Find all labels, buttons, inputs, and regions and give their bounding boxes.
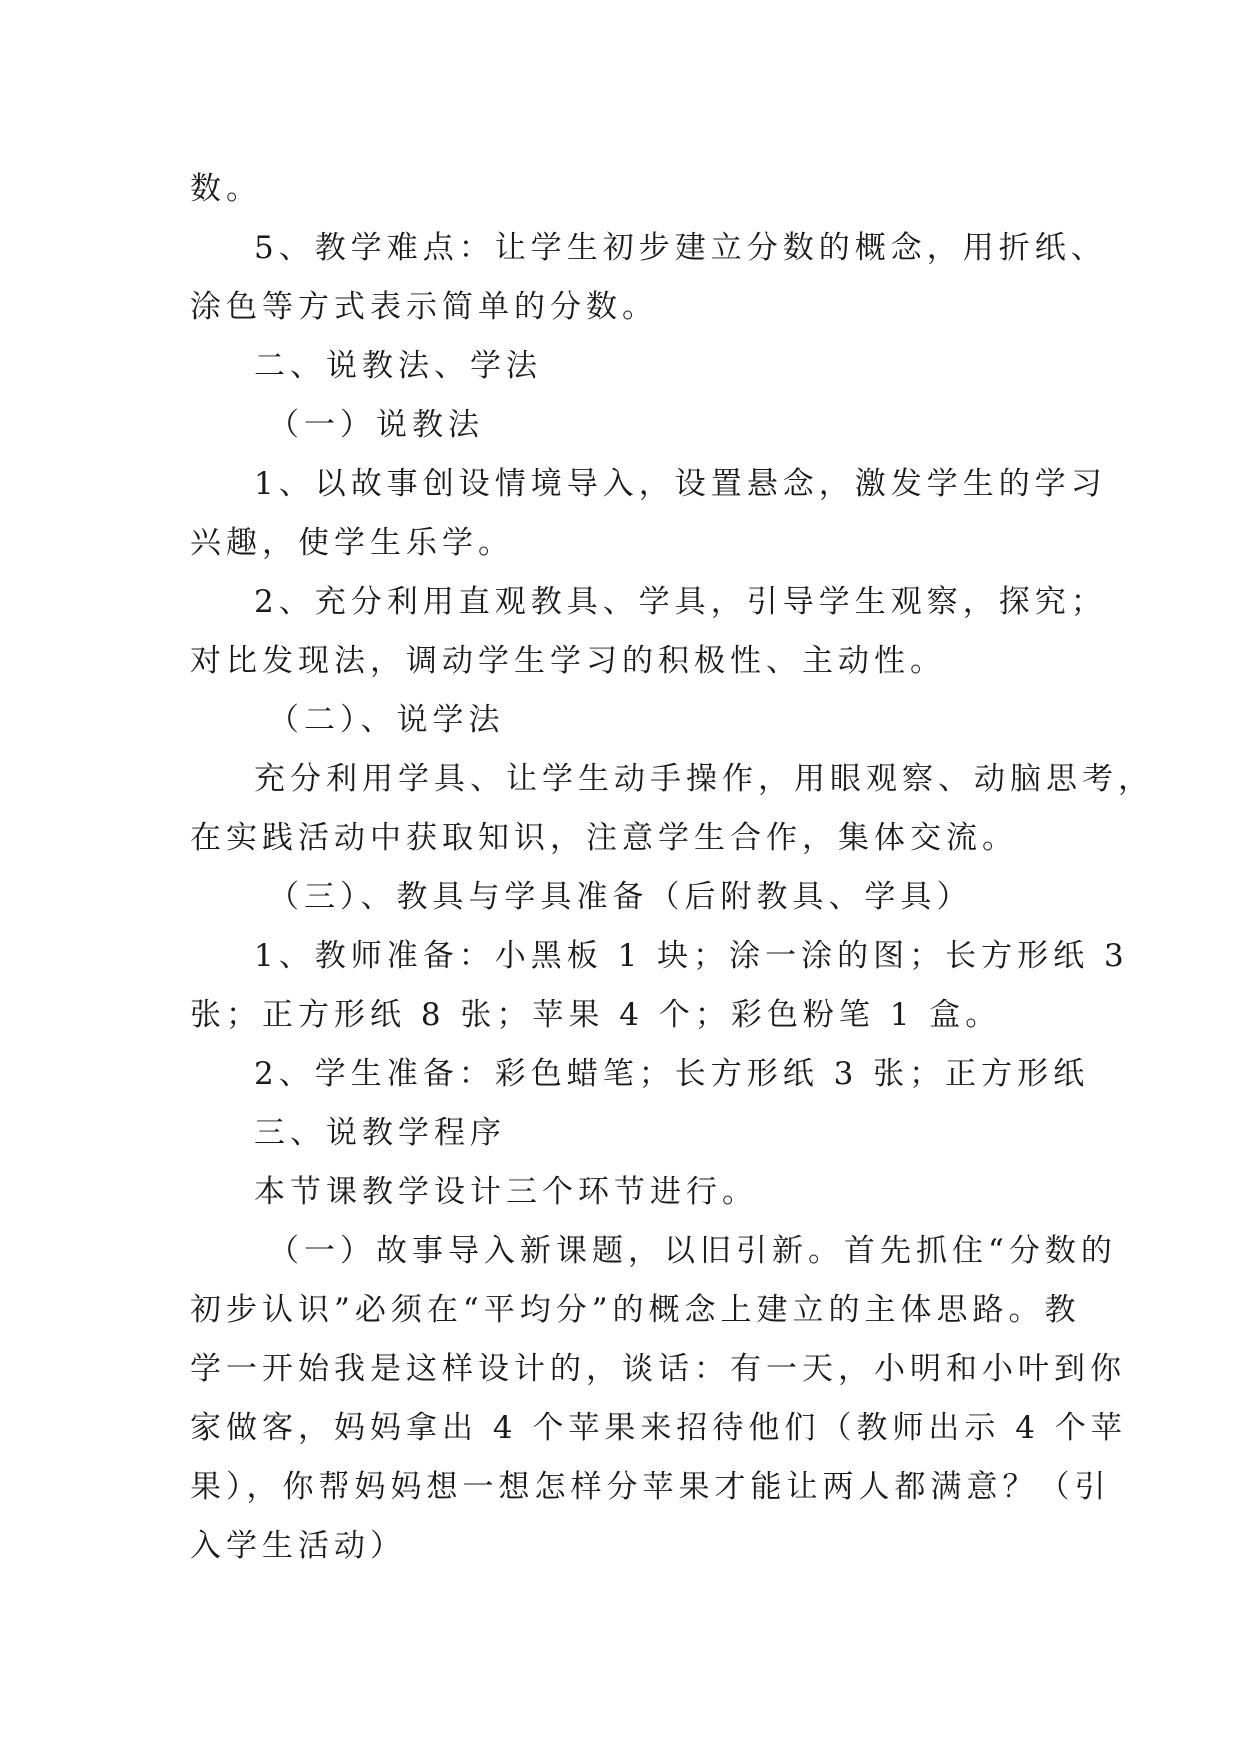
text-line: 在实践活动中获取知识，注意学生合作，集体交流。 <box>190 820 1018 856</box>
text-line: 1、教师准备：小黑板 1 块；涂一涂的图；长方形纸 3 <box>254 938 1129 974</box>
text-line: 张；正方形纸 8 张；苹果 4 个；彩色粉笔 1 盒。 <box>190 997 1002 1033</box>
text-line: 家做客，妈妈拿出 4 个苹果来招待他们（教师出示 4 个苹 <box>190 1410 1127 1446</box>
text-line: 充分利用学具、让学生动手操作，用眼观察、动脑思考， <box>254 761 1154 797</box>
text-line: 2、充分利用直观教具、学具，引导学生观察，探究； <box>254 584 1107 620</box>
section-heading: 三、说教学程序 <box>254 1115 506 1151</box>
text-line: 入学生活动） <box>190 1528 406 1564</box>
text-line: 对比发现法，调动学生学习的积极性、主动性。 <box>190 643 946 679</box>
text-line: 5、教学难点：让学生初步建立分数的概念，用折纸、 <box>254 230 1107 266</box>
subsection-heading: （三）、教具与学具准备（后附教具、学具） <box>268 879 973 915</box>
document-body <box>190 160 1154 1576</box>
text-line: 涂色等方式表示简单的分数。 <box>190 289 658 325</box>
text-line: 1、以故事创设情境导入，设置悬念，激发学生的学习 <box>254 466 1107 502</box>
subsection-heading: （一）说教法 <box>268 407 484 443</box>
section-heading: 二、说教法、学法 <box>254 348 542 384</box>
text-line: 数。 <box>190 171 262 207</box>
text-line: 果），你帮妈妈想一想怎样分苹果才能让两人都满意？（引 <box>190 1469 1111 1505</box>
subsection-heading: （二）、说学法 <box>268 702 505 738</box>
text-line: 学一开始我是这样设计的，谈话：有一天，小明和小叶到你 <box>190 1351 1126 1387</box>
text-line: （一）故事导入新课题，以旧引新。首先抓住“分数的 <box>268 1233 1117 1269</box>
text-line: 2、学生准备：彩色蜡笔；长方形纸 3 张；正方形纸 <box>254 1056 1090 1092</box>
text-line: 初步认识”必须在“平均分”的概念上建立的主体思路。教 <box>190 1292 1081 1328</box>
text-line: 本节课教学设计三个环节进行。 <box>254 1174 758 1210</box>
text-line: 兴趣，使学生乐学。 <box>190 525 514 561</box>
